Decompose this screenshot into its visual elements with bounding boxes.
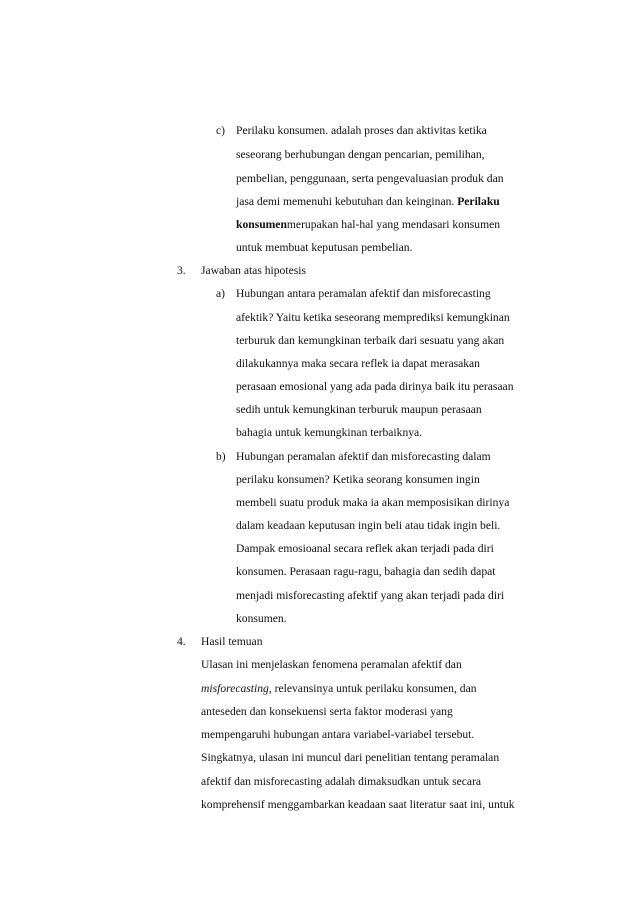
section-4-line-4: mempengaruhi hubungan antara variabel-variabel tersebut. (201, 728, 475, 741)
item-a-line-6: sedih untuk kemungkinan terburuk maupun perasaan (236, 403, 482, 416)
item-b-line-5: Dampak emosioanal secara reflek akan terjadi pada diri (236, 542, 494, 555)
section-4-line-6: afektif dan misforecasting adalah dimaksudkan untuk secara (201, 775, 482, 788)
list-marker-a: a) (216, 287, 226, 300)
item-a-line-2: afektik? Yaitu ketika seseorang memprediksi kemungkinan (236, 311, 510, 324)
item-c-line-4 (236, 195, 500, 209)
item-b-line-3: membeli suatu produk maka ia akan memposisikan dirinya (236, 496, 510, 509)
bold-term-konsumen: konsumen (236, 218, 287, 231)
section-3-number: 3. (177, 264, 186, 277)
section-4-line-2-rest: , relevansinya untuk perilaku konsumen, dan (268, 682, 477, 695)
item-b-line-2: perilaku konsumen? Ketika seorang konsumen ingin (236, 473, 480, 486)
section-4-number: 4. (177, 635, 186, 648)
item-a-line-7: bahagia untuk kemungkinan terbaiknya. (236, 426, 423, 439)
section-3-title: Jawaban atas hipotesis (201, 264, 306, 277)
section-4-title: Hasil temuan (201, 635, 263, 648)
item-a-line-1: Hubungan antara peramalan afektif dan misforecasting (236, 287, 491, 300)
item-b-line-7: menjadi misforecasting afektif yang akan terjadi pada diri (236, 589, 505, 602)
item-b-line-4: dalam keadaan keputusan ingin beli atau tidak ingin beli. (236, 519, 501, 532)
item-c-line-2: seseorang berhubungan dengan pencarian, pemilihan, (236, 148, 485, 161)
item-a-line-3: terburuk dan kemungkinan terbaik dari sesuatu yang akan (236, 334, 505, 347)
item-c-line-5-rest: merupakan hal-hal yang mendasari konsumen (286, 218, 501, 231)
item-b-line-8: konsumen. (236, 612, 287, 625)
section-4-line-1: Ulasan ini menjelaskan fenomena peramalan afektif dan (201, 658, 462, 671)
list-marker-b: b) (216, 450, 226, 463)
list-marker-c: c) (216, 124, 226, 137)
item-c-line-5 (236, 218, 500, 232)
item-c-line-4-text: jasa demi memenuhi kebutuhan dan keinginan. (236, 195, 455, 208)
item-b-line-1: Hubungan peramalan afektif dan misforecasting dalam (236, 450, 491, 463)
item-b-line-6: konsumen. Perasaan ragu-ragu, bahagia dan sedih dapat (236, 565, 496, 578)
item-a-line-5: perasaan emosional yang ada pada dirinya baik itu perasaan (236, 380, 514, 393)
item-c-line-3: pembelian, penggunaan, serta pengevaluasian produk dan (236, 172, 504, 185)
section-4-line-2 (201, 682, 477, 696)
item-a-line-4: dilakukannya maka secara reflek ia dapat merasakan (236, 357, 480, 370)
bold-term-perilaku: Perilaku (457, 195, 500, 208)
italic-term-misforecasting: misforecasting (201, 682, 269, 695)
item-c-line-6: untuk membuat keputusan pembelian. (236, 241, 413, 254)
item-c-line-1: Perilaku konsumen. adalah proses dan aktivitas ketika (236, 124, 487, 137)
section-4-line-7: komprehensif menggambarkan keadaan saat literatur saat ini, untuk (201, 798, 515, 811)
section-4-line-3: anteseden dan konsekuensi serta faktor moderasi yang (201, 705, 453, 718)
section-4-line-5: Singkatnya, ulasan ini muncul dari penelitian tentang peramalan (201, 751, 500, 764)
